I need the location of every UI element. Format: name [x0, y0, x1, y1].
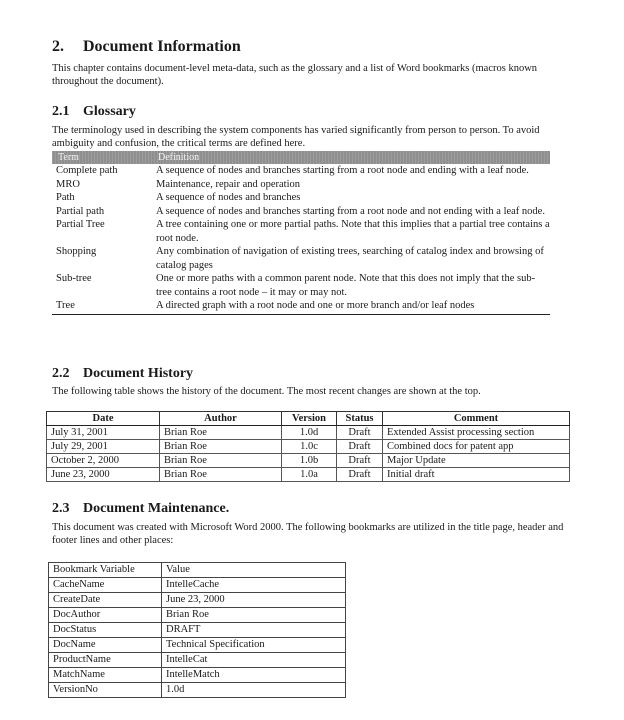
- glossary-term: Partial path: [56, 205, 105, 217]
- glossary-intro: The terminology used in describing the system components has varied significantly from person to person. To avoid ambiguity and confusion, the critical terms are defined here.: [52, 125, 540, 149]
- glossary-body: [52, 164, 550, 313]
- glossary-row: [52, 164, 550, 178]
- history-cell-date: July 29, 2001: [47, 440, 160, 454]
- history-cell-author: Brian Roe: [160, 426, 282, 440]
- bookmark-row: [49, 683, 346, 698]
- history-row: [47, 468, 570, 482]
- glossary-header-row: [52, 151, 550, 164]
- history-cell-comment: Initial draft: [383, 468, 570, 482]
- glossary-number: 2.1: [52, 104, 70, 119]
- history-cell-author: Brian Roe: [160, 468, 282, 482]
- history-cell-author: Brian Roe: [160, 440, 282, 454]
- bookmark-variable: DocStatus: [49, 623, 162, 638]
- bookmark-variable: MatchName: [49, 668, 162, 683]
- glossary-row: [52, 272, 550, 299]
- bookmark-row: [49, 608, 346, 623]
- bookmark-row: [49, 668, 346, 683]
- history-heading: [52, 366, 193, 382]
- maintenance-intro: This document was created with Microsoft Word 2000. The following bookmarks are utilized in the title page, header and footer lines and other places:: [52, 522, 564, 546]
- history-header-status: Status: [337, 412, 383, 426]
- section-title: Document Information: [83, 38, 241, 55]
- glossary-row: [52, 178, 550, 192]
- history-cell-status: Draft: [337, 468, 383, 482]
- history-header-date: Date: [47, 412, 160, 426]
- bookmark-value: Technical Specification: [162, 638, 346, 653]
- glossary-term: Complete path: [56, 165, 118, 176]
- glossary-title: Glossary: [83, 104, 136, 119]
- history-cell-status: Draft: [337, 440, 383, 454]
- glossary-definition: A sequence of nodes and branches starting from a root node and not ending with a leaf node.: [156, 205, 545, 217]
- history-cell-comment: Major Update: [383, 454, 570, 468]
- history-cell-comment: Extended Assist processing section: [383, 426, 570, 440]
- glossary-row: [52, 245, 550, 272]
- bookmark-value: IntelleCat: [162, 653, 346, 668]
- section-heading: [52, 38, 241, 56]
- bookmark-row: [49, 578, 346, 593]
- glossary-bottom-rule: [52, 314, 550, 315]
- bookmark-variable: DocAuthor: [49, 608, 162, 623]
- history-row: [47, 440, 570, 454]
- bookmark-row: [49, 653, 346, 668]
- history-cell-author: Brian Roe: [160, 454, 282, 468]
- bookmark-variable: ProductName: [49, 653, 162, 668]
- bookmark-row: [49, 593, 346, 608]
- bookmark-variable: DocName: [49, 638, 162, 653]
- glossary-term: Shopping: [56, 246, 97, 257]
- history-cell-date: October 2, 2000: [47, 454, 160, 468]
- history-cell-version: 1.0c: [282, 440, 337, 454]
- history-intro: The following table shows the history of the document. The most recent changes are shown at the top.: [52, 386, 481, 397]
- history-cell-comment: Combined docs for patent app: [383, 440, 570, 454]
- glossary-definition: Any combination of navigation of existing trees, searching of catalog index and browsing of catalog pages: [156, 246, 544, 271]
- bookmark-variable: VersionNo: [49, 683, 162, 698]
- history-cell-date: June 23, 2000: [47, 468, 160, 482]
- glossary-row: [52, 218, 550, 245]
- history-header-author: Author: [160, 412, 282, 426]
- bookmark-table: [48, 562, 346, 698]
- history-header-row: [47, 412, 570, 426]
- bookmark-row: [49, 638, 346, 653]
- glossary-heading: [52, 104, 136, 120]
- glossary-header-term: Term: [58, 152, 79, 163]
- section-number: 2.: [52, 38, 64, 55]
- glossary-row: [52, 205, 550, 219]
- glossary-table: [52, 151, 550, 315]
- bookmark-variable: CreateDate: [49, 593, 162, 608]
- glossary-term: MRO: [56, 178, 80, 190]
- bookmark-variable: CacheName: [49, 578, 162, 593]
- history-cell-status: Draft: [337, 426, 383, 440]
- bookmark-variable: Bookmark Variable: [49, 563, 162, 578]
- maintenance-number: 2.3: [52, 501, 70, 516]
- glossary-definition: Maintenance, repair and operation: [156, 178, 301, 190]
- history-cell-version: 1.0b: [282, 454, 337, 468]
- glossary-definition: A sequence of nodes and branches: [156, 192, 301, 203]
- history-row: [47, 454, 570, 468]
- bookmark-value: Value: [162, 563, 346, 578]
- glossary-definition: A directed graph with a root node and one or more branch and/or leaf nodes: [156, 300, 475, 311]
- bookmark-value: 1.0d: [162, 683, 346, 698]
- maintenance-heading: [52, 501, 229, 517]
- bookmark-value: DRAFT: [162, 623, 346, 638]
- bookmark-value: Brian Roe: [162, 608, 346, 623]
- bookmark-value: IntelleCache: [162, 578, 346, 593]
- glossary-term: Path: [56, 192, 75, 203]
- bookmark-row: [49, 623, 346, 638]
- maintenance-title: Document Maintenance.: [83, 501, 230, 516]
- glossary-definition: One or more paths with a common parent node. Note that this does not imply that the sub-tree contains a root node – it may or may not.: [156, 273, 536, 298]
- glossary-row: [52, 191, 550, 205]
- glossary-definition: A tree containing one or more partial paths. Note that this implies that a partial tree contains a root node.: [156, 219, 550, 244]
- section-intro: This chapter contains document-level meta-data, such as the glossary and a list of Word bookmarks (macros known throughout the document).: [52, 63, 538, 87]
- glossary-term: Tree: [56, 300, 75, 311]
- history-cell-date: July 31, 2001: [47, 426, 160, 440]
- history-number: 2.2: [52, 366, 70, 381]
- glossary-definition: A sequence of nodes and branches starting from a root node and ending with a leaf node.: [156, 165, 529, 176]
- history-row: [47, 426, 570, 440]
- glossary-header-definition: Definition: [158, 152, 200, 163]
- history-header-version: Version: [282, 412, 337, 426]
- history-title: Document History: [83, 366, 194, 381]
- history-cell-version: 1.0d: [282, 426, 337, 440]
- bookmark-header-row: [49, 563, 346, 578]
- history-cell-status: Draft: [337, 454, 383, 468]
- bookmark-value: June 23, 2000: [162, 593, 346, 608]
- glossary-term: Partial Tree: [56, 219, 105, 230]
- history-cell-version: 1.0a: [282, 468, 337, 482]
- history-table: [46, 411, 570, 482]
- glossary-row: [52, 299, 550, 313]
- history-header-comment: Comment: [383, 412, 570, 426]
- glossary-term: Sub-tree: [56, 273, 92, 284]
- bookmark-value: IntelleMatch: [162, 668, 346, 683]
